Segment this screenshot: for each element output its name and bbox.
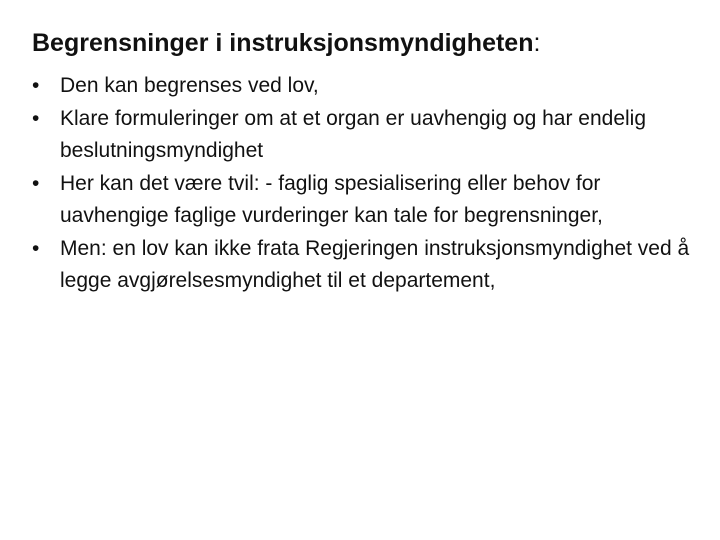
bullet-text: Den kan begrenses ved lov, [60,74,319,97]
bullet-dot-icon: • [32,171,40,195]
bullet-text: Her kan det være tvil: - faglig spesialisering eller behov for uavhengige faglige vurderinger kan tale for begrensninger, [60,171,603,227]
bullet-text: Men: en lov kan ikke frata Regjeringen instruksjonsmyndighet ved å legge avgjørelsesmyndighet til et departement, [60,236,690,292]
bullet-item [32,233,692,298]
bullet-list [32,70,692,298]
slide-title [32,26,540,60]
bullet-item [32,70,692,103]
slide-title-colon: : [533,29,541,57]
bullet-item [32,103,692,168]
bullet-dot-icon: • [32,236,40,260]
bullet-item [32,168,692,233]
bullet-dot-icon: • [32,106,40,130]
bullet-dot-icon: • [32,74,40,97]
slide-title-text: Begrensninger i instruksjonsmyndigheten [32,29,534,57]
bullet-text: Klare formuleringer om at et organ er uavhengig og har endelig beslutningsmyndighet [60,106,647,162]
